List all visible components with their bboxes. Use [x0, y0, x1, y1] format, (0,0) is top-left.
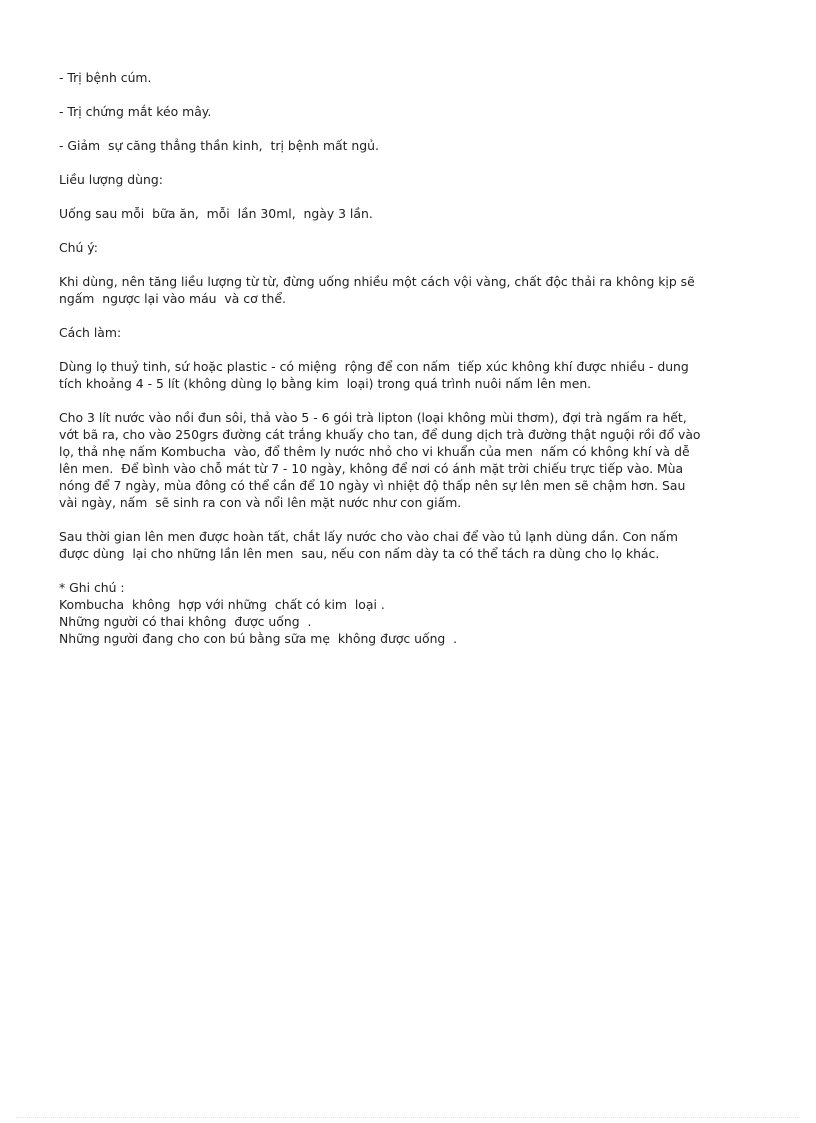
paragraph: [59, 69, 759, 86]
paragraph: [59, 409, 759, 511]
text-line: - Giảm sự căng thẳng thần kinh, trị bệnh mất ngủ.: [59, 138, 379, 153]
text-line: Cho 3 lít nước vào nồi đun sôi, thả vào 5 - 6 gói trà lipton (loại không mùi thơm), đợi trà ngấm ra hết,: [59, 410, 687, 425]
text-line: vài ngày, nấm sẽ sinh ra con và nổi lên mặt nước như con giấm.: [59, 495, 462, 510]
text-line: Liều lượng dùng:: [59, 172, 163, 187]
paragraph: [59, 528, 759, 562]
paragraph: [59, 358, 759, 392]
text-line: lên men. Để bình vào chỗ mát từ 7 - 10 ngày, không để nơi có ánh mặt trời chiếu trực tiếp vào. Mùa: [59, 461, 684, 476]
text-line: nóng để 7 ngày, mùa đông có thể cần để 10 ngày vì nhiệt độ thấp nên sự lên men sẽ chậm hơn. Sau: [59, 478, 686, 493]
text-line: ngấm ngược lại vào máu và cơ thể.: [59, 291, 286, 306]
note-item: Kombucha không hợp với những chất có kim loại .: [59, 597, 385, 612]
text-line: - Trị chứng mắt kéo mây.: [59, 104, 212, 119]
text-line: Khi dùng, nên tăng liều lượng từ từ, đừng uống nhiều một cách vội vàng, chất độc thải ra không kịp sẽ: [59, 274, 695, 289]
paragraph: [59, 137, 759, 154]
text-line: vớt bã ra, cho vào 250grs đường cát trắng khuấy cho tan, để dung dịch trà đường thật nguội rồi đổ vào: [59, 427, 701, 442]
text-line: Cách làm:: [59, 325, 122, 340]
paragraph: [59, 205, 759, 222]
text-line: Chú ý:: [59, 240, 98, 255]
paragraph-list: [59, 69, 759, 562]
note-heading: * Ghi chú :: [59, 580, 125, 595]
note-item: Những người có thai không được uống .: [59, 614, 312, 629]
paragraph: [59, 171, 759, 188]
document-body: [59, 69, 759, 647]
paragraph: [59, 324, 759, 341]
note-block: [59, 579, 759, 647]
paragraph: [59, 103, 759, 120]
text-line: Uống sau mỗi bữa ăn, mỗi lần 30ml, ngày 3 lần.: [59, 206, 373, 221]
page-bottom-edge: [16, 1117, 800, 1118]
text-line: tích khoảng 4 - 5 lít (không dùng lọ bằng kim loại) trong quá trình nuôi nấm lên men.: [59, 376, 592, 391]
paragraph: [59, 239, 759, 256]
text-line: Sau thời gian lên men được hoàn tất, chắt lấy nước cho vào chai để vào tủ lạnh dùng dần. Con nấm: [59, 529, 678, 544]
text-line: được dùng lại cho những lần lên men sau, nếu con nấm dày ta có thể tách ra dùng cho lọ khác.: [59, 546, 660, 561]
note-item: Những người đang cho con bú bằng sữa mẹ không được uống .: [59, 631, 458, 646]
text-line: Dùng lọ thuỷ tinh, sứ hoặc plastic - có miệng rộng để con nấm tiếp xúc không khí được nhiều - dung: [59, 359, 689, 374]
text-line: - Trị bệnh cúm.: [59, 70, 152, 85]
paragraph: [59, 273, 759, 307]
text-line: lọ, thả nhẹ nấm Kombucha vào, đổ thêm ly nước nhỏ cho vi khuẩn của men nấm có không khí và dễ: [59, 444, 690, 459]
